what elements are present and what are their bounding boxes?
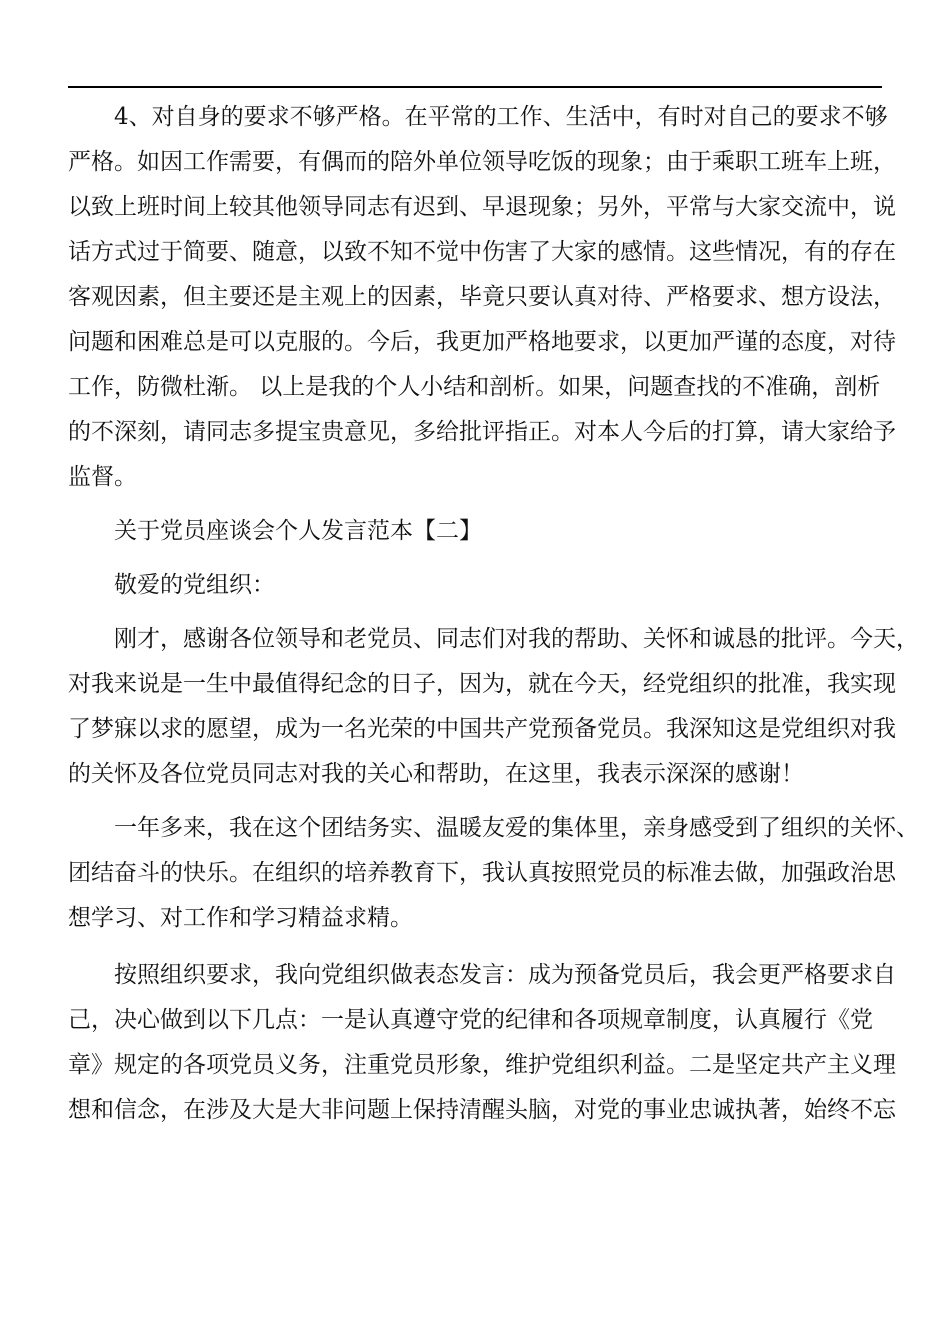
text-line: 监督。 xyxy=(68,464,137,490)
text-line: 4、对自身的要求不够严格。在平常的工作、生活中，有时对自己的要求不够 xyxy=(114,104,888,130)
text-line: 的关怀及各位党员同志对我的关心和帮助，在这里，我表示深深的感谢！ xyxy=(68,761,804,787)
header-rule xyxy=(68,86,882,88)
spacer xyxy=(68,608,888,617)
salutation: 敬爱的党组织： xyxy=(114,572,275,598)
text-line: 工作，防微杜渐。 以上是我的个人小结和剖析。如果，问题查找的不准确，剖析 xyxy=(68,374,881,400)
document-body xyxy=(68,95,919,1133)
spacer xyxy=(68,554,888,563)
text-line: 对我来说是一生中最值得纪念的日子，因为，就在今天，经党组织的批准，我实现 xyxy=(68,671,896,697)
text-line: 按照组织要求，我向党组织做表态发言：成为预备党员后，我会更严格要求自 xyxy=(114,962,896,988)
text-line: 团结奋斗的快乐。在组织的培养教育下，我认真按照党员的标准去做，加强政治思 xyxy=(68,860,896,886)
text-line: 问题和困难总是可以克服的。今后，我更加严格地要求，以更加严谨的态度，对待 xyxy=(68,329,896,355)
paragraph-thanks xyxy=(68,617,919,797)
text-line: 话方式过于简要、随意，以致不知不觉中伤害了大家的感情。这些情况，有的存在 xyxy=(68,239,896,265)
text-line: 客观因素，但主要还是主观上的因素，毕竟只要认真对待、严格要求、想方设法， xyxy=(68,284,896,310)
text-line: 严格。如因工作需要，有偶而的陪外单位领导吃饭的现象；由于乘职工班车上班， xyxy=(68,149,896,175)
paragraph-experience xyxy=(68,806,919,941)
text-line: 想和信念，在涉及大是大非问题上保持清醒头脑，对党的事业忠诚执著，始终不忘 xyxy=(68,1097,896,1123)
text-line: 以致上班时间上较其他领导同志有迟到、早退现象；另外，平常与大家交流中，说 xyxy=(68,194,896,220)
text-line: 刚才，感谢各位领导和老党员、同志们对我的帮助、关怀和诚恳的批评。今天， xyxy=(114,626,919,652)
section-title: 关于党员座谈会个人发言范本【二】 xyxy=(114,518,482,544)
text-line: 一年多来，我在这个团结务实、温暖友爱的集体里，亲身感受到了组织的关怀、 xyxy=(114,815,919,841)
spacer xyxy=(68,941,888,953)
text-line: 了梦寐以求的愿望，成为一名光荣的中国共产党预备党员。我深知这是党组织对我 xyxy=(68,716,896,742)
text-line: 己，决心做到以下几点：一是认真遵守党的纪律和各项规章制度，认真履行《党 xyxy=(68,1007,873,1033)
paragraph-self-requirements xyxy=(68,95,896,500)
text-line: 章》规定的各项党员义务，注重党员形象，维护党组织利益。二是坚定共产主义理 xyxy=(68,1052,896,1078)
spacer xyxy=(68,797,888,806)
paragraph-commitment xyxy=(68,953,896,1133)
spacer xyxy=(68,500,888,509)
text-line: 的不深刻，请同志多提宝贵意见，多给批评指正。对本人今后的打算，请大家给予 xyxy=(68,419,896,445)
text-line: 想学习、对工作和学习精益求精。 xyxy=(68,905,413,931)
